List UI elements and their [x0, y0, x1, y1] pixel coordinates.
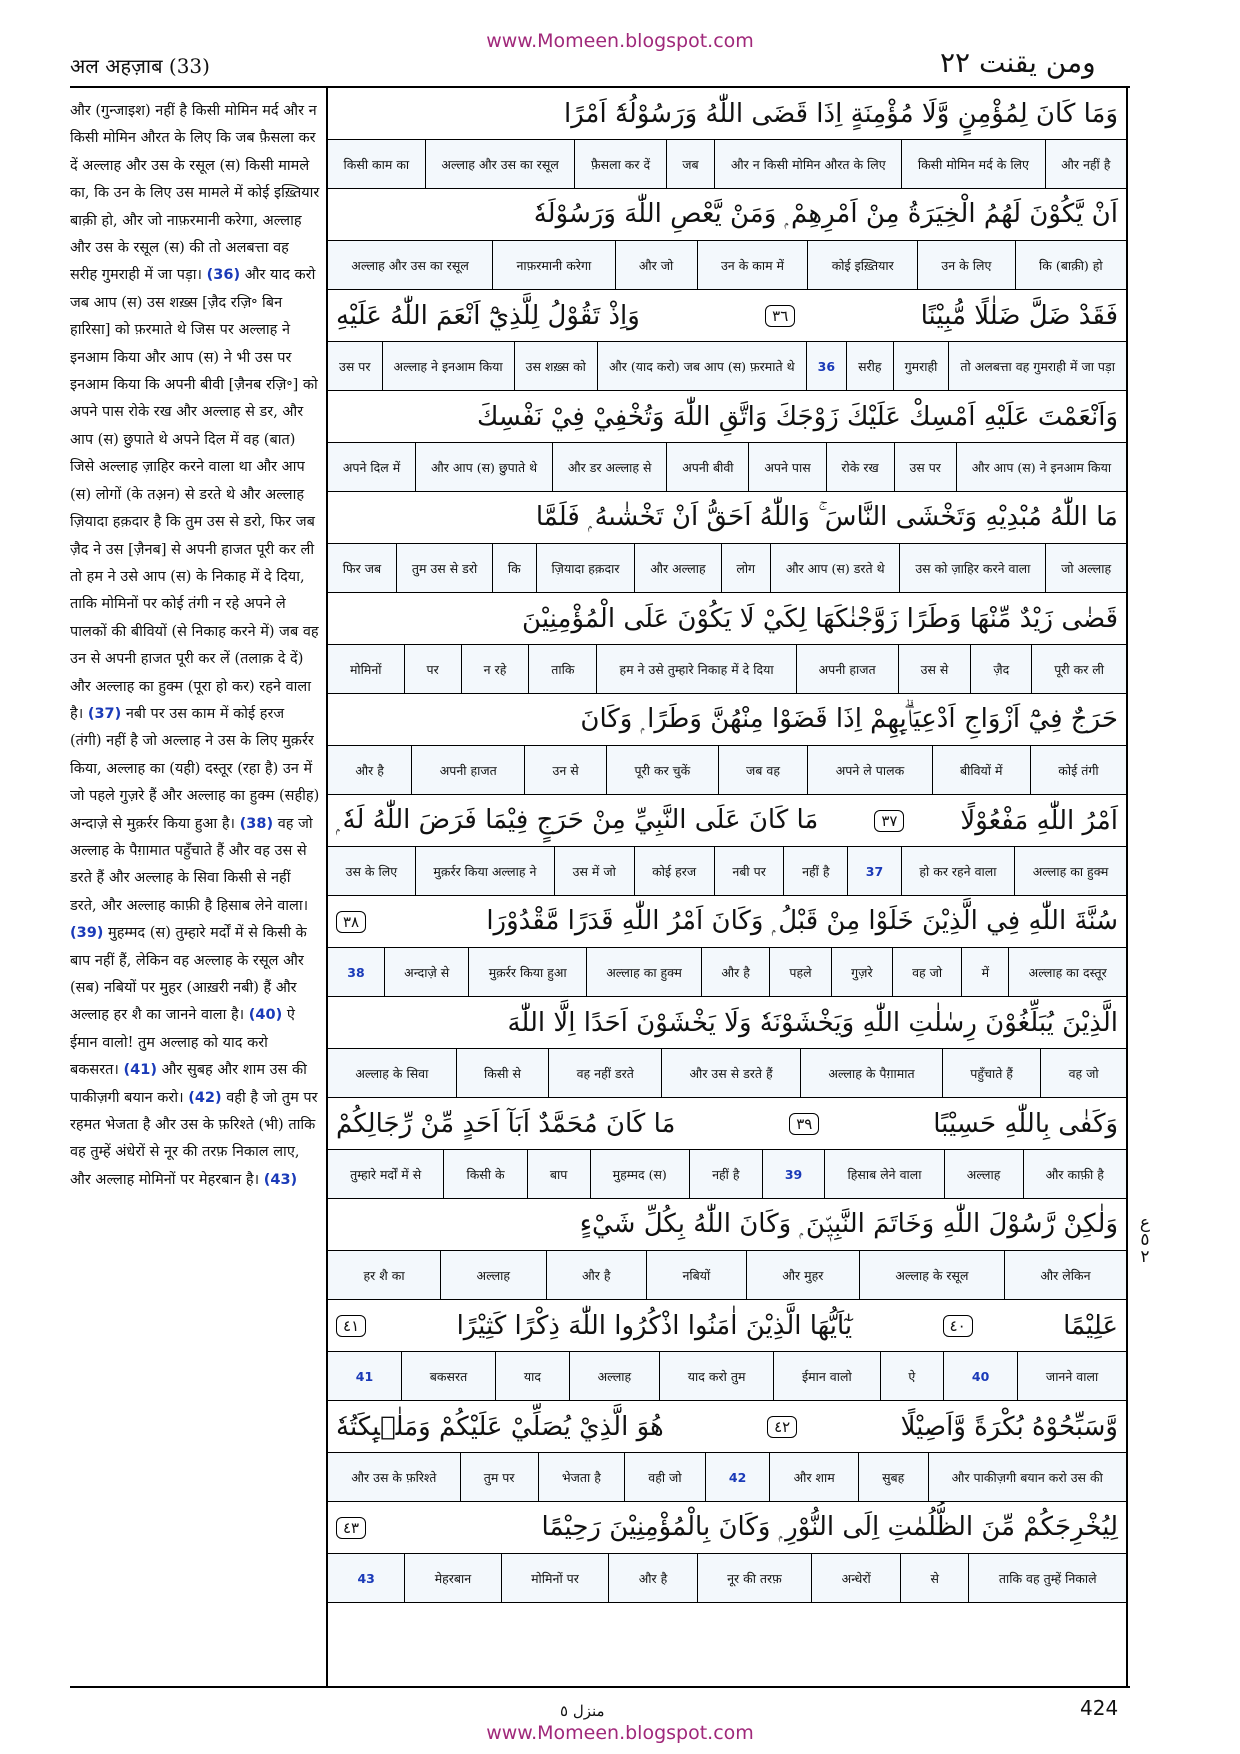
verse-row	[328, 1502, 1126, 1603]
word-meaning-cell: तुम उस से डरो	[396, 544, 492, 592]
arabic-text-continued: هُوَ الَّذِيْ يُصَلِّيْ عَلَيْكُمْ وَمَلٰۗىِٕكَتُهٗ	[336, 1411, 664, 1442]
word-meaning-cell: वह जो	[892, 948, 962, 996]
translation-text: मुहम्मद (स) तुम्हारे मर्दों में से किसी के बाप नहीं हैं, लेकिन वह अल्लाह के रसूल और (सब) नबियों पर मुहर (आख़री नबी) हैं और अल्लाह हर शै का जानने वाला है।	[70, 925, 307, 1024]
word-meaning-cell: जब वह	[718, 746, 808, 794]
word-meaning-cell: नहीं है	[783, 847, 847, 895]
bottom-rule	[70, 1686, 1130, 1688]
verse-row	[328, 1199, 1126, 1300]
word-meaning-cell: अल्लाह	[440, 1251, 546, 1299]
word-meaning-cell: हर शै का	[363, 1267, 405, 1283]
translation-paragraph	[70, 267, 319, 722]
word-meaning-cell: अपने दिल में	[342, 459, 401, 475]
ayah-marker: ٤١	[336, 1315, 366, 1337]
arabic-text-continued: يٰٓاَيُّهَا الَّذِيْنَ اٰمَنُوا اذْكُرُوا اللّٰهَ ذِكْرًا كَثِيْرًا	[456, 1310, 853, 1341]
verse-number-cell: 37	[847, 847, 901, 895]
arabic-text-continued: مَا كَانَ مُحَمَّدٌ اَبَآ اَحَدٍ مِّنْ رِّجَالِكُمْ	[336, 1108, 676, 1139]
word-meaning-cell: रोके रख	[826, 443, 894, 491]
word-meaning-cell: पहुँचाते हैं	[942, 1049, 1040, 1097]
word-meaning-cell: मुक़र्रर किया हुआ	[468, 948, 586, 996]
word-meaning-cell: कि (बाक़ी) हो	[1015, 241, 1126, 289]
arabic-line	[328, 997, 1126, 1048]
arabic-text: مَا اللّٰهُ مُبْدِيْهِ وَتَخْشَى النَّاسَ ۚ وَاللّٰهُ اَحَقُّ اَنْ تَخْشٰىهُ ۭ فَلَمَّا	[535, 502, 1118, 533]
verse-number-cell: 42	[705, 1453, 770, 1501]
translation-cells	[328, 1250, 1126, 1299]
ayah-marker: ٤٢	[767, 1416, 797, 1438]
verse-row	[328, 593, 1126, 694]
word-meaning-cell: और आप (स) डरते थे	[770, 544, 900, 592]
word-meaning-cell: अल्लाह	[569, 1352, 659, 1400]
word-meaning-cell: उस पर	[338, 358, 371, 374]
translation-cells	[328, 543, 1126, 592]
verse-row	[328, 189, 1126, 290]
word-meaning-cell: फिर जब	[342, 560, 382, 576]
translation-text: ऐ ईमान वालो! तुम अल्लाह को याद करो बकसरत।	[70, 1007, 295, 1079]
verse-row	[328, 997, 1126, 1098]
arabic-text: فَقَدْ ضَلَّ ضَلٰلًا مُّبِيْنًا	[920, 300, 1118, 331]
word-meaning-cell: उस शख़्स को	[514, 342, 597, 390]
word-meaning-cell: वह नहीं डरते	[548, 1049, 661, 1097]
word-meaning-cell: बाप	[527, 1150, 590, 1198]
word-meaning-cell: अपनी हाजत	[796, 645, 898, 693]
arabic-text: الَّذِيْنَ يُبَلِّغُوْنَ رِسٰلٰتِ اللّٰهِ وَيَخْشَوْنَهٗ وَلَا يَخْشَوْنَ اَحَدًا اِلَّا اللّٰهَ	[507, 1007, 1118, 1038]
verse-number: (36)	[206, 267, 241, 284]
translation-paragraph	[70, 706, 319, 832]
word-meaning-cell: उन के लिए	[917, 241, 1015, 289]
arabic-text-continued: مَا كَانَ عَلَى النَّبِيِّ مِنْ حَرَجٍ فِيْمَا فَرَضَ اللّٰهُ لَهٗ ۭ	[336, 805, 819, 836]
arabic-line	[328, 1401, 1126, 1452]
site-url-bottom[interactable]: www.Momeen.blogspot.com	[486, 1722, 754, 1744]
translation-paragraph	[70, 103, 319, 283]
word-meaning-cell: ज़ैद	[970, 645, 1031, 693]
arabic-line	[328, 896, 1126, 947]
ruku-ain: ع	[1139, 1213, 1151, 1233]
word-meaning-cell: किसी के	[443, 1150, 526, 1198]
arabic-line	[328, 1098, 1126, 1149]
word-meaning-cell: और जो	[615, 241, 697, 289]
arabic-line	[328, 593, 1126, 644]
word-meaning-cell: से	[900, 1554, 968, 1602]
ayah-marker: ٤٣	[336, 1517, 366, 1539]
word-meaning-cell: और काफ़ी है	[1023, 1150, 1127, 1198]
word-meaning-cell: अल्लाह और उस का रसूल	[351, 257, 469, 273]
verse-number-cell: 36	[806, 342, 846, 390]
word-meaning-cell: और अल्लाह	[634, 544, 720, 592]
verse-number: (42)	[188, 1089, 222, 1106]
translation-cells	[328, 644, 1126, 693]
word-meaning-cell: नाफ़रमानी करेगा	[492, 241, 614, 289]
translation-cells	[328, 442, 1126, 491]
word-meaning-cell: और है	[546, 1251, 646, 1299]
word-meaning-cell: अपनी बीवी	[666, 443, 748, 491]
juz-label: ومن يقنت ٢٢	[940, 46, 1096, 79]
word-meaning-cell: अल्लाह के रसूल	[859, 1251, 1004, 1299]
translation-cells	[328, 240, 1126, 289]
word-meaning-cell: हम ने उसे तुम्हारे निकाह में दे दिया	[596, 645, 795, 693]
arabic-line	[328, 694, 1126, 745]
translation-text: नबी पर उस काम में कोई हरज (तंगी) नहीं है जो अल्लाह ने उस के लिए मुक़र्रर किया, अल्लाह का (यही) दस्तूर (रहा है) उन में जो पहले गुज़रे हैं और अल्लाह का हुक्म (सहीह) अन्दाज़े से मुक़र्रर किया हुआ है।	[70, 705, 320, 832]
right-border	[1126, 88, 1128, 1686]
word-meaning-cell: नबी पर	[714, 847, 784, 895]
translation-text: और सुबह और शाम उस की पाकीज़गी बयान करो।	[70, 1062, 307, 1106]
arabic-text: وَاَنْعَمْتَ عَلَيْهِ اَمْسِكْ عَلَيْكَ زَوْجَكَ وَاتَّقِ اللّٰهَ وَتُخْفِيْ فِيْ نَفْسِكَ	[476, 401, 1118, 432]
page-number: 424	[1080, 1696, 1119, 1720]
arabic-text-continued: وَاِذْ تَقُوْلُ لِلَّذِيْٓ اَنْعَمَ اللّٰهُ عَلَيْهِ	[336, 300, 640, 331]
word-meaning-cell: पूरी कर ली	[1031, 645, 1126, 693]
translation-cells	[328, 341, 1126, 390]
verse-number-cell: 43	[357, 1570, 375, 1586]
arabic-line	[328, 189, 1126, 240]
ayah-marker: ٤٠	[943, 1315, 973, 1337]
verse-row	[328, 1300, 1126, 1401]
verse-number-cell: 40	[943, 1352, 1017, 1400]
translation-cells	[328, 947, 1126, 996]
word-meaning-cell: नूर की तरफ़	[697, 1554, 812, 1602]
arabic-text: وَمَا كَانَ لِمُؤْمِنٍ وَّلَا مُؤْمِنَةٍ اِذَا قَضَى اللّٰهُ وَرَسُوْلُهٗٓ اَمْرًا	[563, 98, 1118, 129]
word-meaning-cell: उस को ज़ाहिर करने वाला	[899, 544, 1045, 592]
word-meaning-cell: नहीं है	[689, 1150, 762, 1198]
word-meaning-cell: तुम्हारे मर्दों में से	[350, 1166, 422, 1182]
word-meaning-cell: और (याद करो) जब आप (स) फ़रमाते थे	[597, 342, 806, 390]
translation-paragraph	[70, 816, 313, 942]
word-meaning-cell: सुबह	[858, 1453, 928, 1501]
arabic-text: وَلٰكِنْ رَّسُوْلَ اللّٰهِ وَخَاتَمَ النَّبِيّٖنَ ۭ وَكَانَ اللّٰهُ بِكُلِّ شَيْءٍ	[579, 1209, 1118, 1240]
arabic-text: وَكَفٰى بِاللّٰهِ حَسِيْبًا	[933, 1108, 1118, 1139]
word-meaning-cell: ताकि वह तुम्हें निकाले	[968, 1554, 1126, 1602]
word-meaning-cell: कोई इख़्तियार	[807, 241, 917, 289]
translation-cells	[328, 1553, 1126, 1602]
word-meaning-cell: अन्दाज़े से	[384, 948, 469, 996]
translation-cells	[328, 745, 1126, 794]
verse-number-cell: 38	[347, 964, 365, 980]
word-meaning-cell: अल्लाह ने इनआम किया	[382, 342, 514, 390]
translation-cells	[328, 1149, 1126, 1198]
word-meaning-cell: लोग	[721, 544, 770, 592]
word-meaning-cell: याद	[495, 1352, 569, 1400]
ruku-number: ٥	[1140, 1230, 1150, 1250]
word-meaning-cell: जब	[666, 140, 715, 188]
arabic-line	[328, 1300, 1126, 1351]
word-meaning-cell: मुहम्मद (स)	[590, 1150, 689, 1198]
word-meaning-cell: अपने पास	[748, 443, 825, 491]
word-meaning-cell: और उस के फ़रिश्ते	[351, 1469, 437, 1485]
translation-text: और (गुन्जाइश) नहीं है किसी मोमिन मर्द और न किसी मोमिन औरत के लिए कि जब फ़ैसला कर दें अल्लाह और उस के रसूल (स) किसी मामले का, कि उन के लिए उस मामले में कोई इख़्तियार बाक़ी हो, और जो नाफ़रमानी करेगा, अल्लाह और उस के रसूल (स) की तो अलबत्ता वह सरीह गुमराही में जा पड़ा।	[70, 103, 320, 284]
arabic-text: سُنَّةَ اللّٰهِ فِي الَّذِيْنَ خَلَوْا مِنْ قَبْلُ ۭ وَكَانَ اَمْرُ اللّٰهِ قَدَرًا مَّقْدُوْرَا	[486, 906, 1118, 937]
surah-label: अल अहज़ाब (33)	[70, 54, 210, 78]
word-meaning-cell: हिसाब लेने वाला	[824, 1150, 943, 1198]
arabic-text: عَلِيْمًا	[1063, 1310, 1118, 1341]
arabic-line	[328, 1502, 1126, 1553]
word-meaning-cell: अल्लाह	[944, 1150, 1023, 1198]
word-meaning-cell: और न किसी मोमिन औरत के लिए	[714, 140, 901, 188]
arabic-text: اَنْ يَّكُوْنَ لَهُمُ الْخِيَرَةُ مِنْ اَمْرِهِمْ ۭ وَمَنْ يَّعْصِ اللّٰهَ وَرَسُوْلَهٗ	[533, 199, 1118, 230]
arabic-line	[328, 492, 1126, 543]
ayah-marker: ٣٨	[336, 911, 366, 933]
word-meaning-cell: याद करो तुम	[659, 1352, 773, 1400]
word-meaning-cell: भेजता है	[538, 1453, 624, 1501]
word-meaning-cell: और पाकीज़गी बयान करो उस की	[928, 1453, 1127, 1501]
word-meaning-cell: मोमिनों	[349, 661, 382, 677]
word-meaning-cell: और मुहर	[746, 1251, 859, 1299]
translation-text: और याद करो जब आप (स) उस शख़्स [ज़ैद रज़ि॰ बिन हारिसा] को फ़रमाते थे जिस पर अल्लाह ने इनआम किया और आप (स) ने भी उस पर इनआम किया कि अपनी बीवी [ज़ैनब रज़ि॰] को अपने पास रोके रख और अल्लाह से डर, और आप (स) छुपाते थे अपने दिल में वह (बात) जिसे अल्लाह ज़ाहिर करने वाला था और आप (स) लोगों (के तअ़न) से डरते थे और अल्लाह ज़ियादा हक़दार है कि तुम उस से डरो, फिर जब ज़ैद ने उस [ज़ैनब] से अपनी हाजत पूरी कर ली तो हम ने उसे आप (स) के निकाह में दे दिया, ताकि मोमिनों पर कोई तंगी न रहे अपने ले पालकों की बीवियों (से निकाह करने में) जब वह उन से अपनी हाजत पूरी कर लें (तलाक़ दे दें) और अल्लाह का हुक्म (पूरा हो कर) रहने वाला है।	[70, 267, 319, 722]
word-meaning-cell: और शाम	[769, 1453, 857, 1501]
verse-row	[328, 896, 1126, 997]
ruku-sub-number: ٢	[1140, 1247, 1150, 1267]
translation-cells	[328, 1452, 1126, 1501]
word-meaning-cell: और आप (स) ने इनआम किया	[956, 443, 1126, 491]
translation-column	[70, 98, 320, 1678]
arabic-line	[328, 88, 1126, 139]
word-meaning-cell: कोई तंगी	[1030, 746, 1126, 794]
word-meaning-cell: गुमराही	[893, 342, 949, 390]
word-meaning-cell: मेहरबान	[404, 1554, 500, 1602]
word-meaning-cell: तो अलबत्ता वह गुमराही में जा पड़ा	[948, 342, 1126, 390]
word-meaning-cell: और लेकिन	[1004, 1251, 1126, 1299]
word-meaning-cell: जो अल्लाह	[1045, 544, 1126, 592]
word-meaning-cell: और उस से डरते हैं	[661, 1049, 800, 1097]
word-meaning-cell: न रहे	[461, 645, 529, 693]
word-meaning-cell: उन के काम में	[697, 241, 808, 289]
arabic-text: وَّسَبِّحُوْهُ بُكْرَةً وَّاَصِيْلًا	[900, 1411, 1118, 1442]
word-meaning-cell: पहले	[769, 948, 831, 996]
word-meaning-cell: अल्लाह के पैग़ामात	[800, 1049, 942, 1097]
word-meaning-cell: बकसरत	[401, 1352, 495, 1400]
word-meaning-cell: गुज़रे	[831, 948, 892, 996]
verse-row	[328, 492, 1126, 593]
arabic-line	[328, 290, 1126, 341]
translation-cells	[328, 139, 1126, 188]
word-meaning-cell: किसी से	[456, 1049, 549, 1097]
verse-number: (38)	[239, 815, 274, 832]
arabic-line	[328, 391, 1126, 442]
translation-text: वह जो अल्लाह के पैग़ामात पहुँचाते हैं और वह उस से डरते हैं और अल्लाह के सिवा किसी से नहीं डरते, और अल्लाह काफ़ी है हिसाब लेने वाला।	[70, 815, 313, 914]
word-meaning-cell: और है	[608, 1554, 696, 1602]
word-meaning-cell: जानने वाला	[1017, 1352, 1126, 1400]
arabic-text: اَمْرُ اللّٰهِ مَفْعُوْلًا	[960, 805, 1118, 836]
word-meaning-cell: उस में जो	[554, 847, 633, 895]
verse-number-cell: 39	[762, 1150, 825, 1198]
word-meaning-cell: और नहीं है	[1045, 140, 1126, 188]
word-meaning-cell: सरीह	[846, 342, 893, 390]
translation-cells	[328, 1351, 1126, 1400]
word-meaning-cell: किसी काम का	[343, 156, 410, 172]
arabic-line	[328, 1199, 1126, 1250]
word-meaning-cell: पूरी कर चुकें	[606, 746, 717, 794]
verse-row	[328, 694, 1126, 795]
word-meaning-cell: में	[961, 948, 1008, 996]
word-meaning-cell: अपनी हाजत	[411, 746, 524, 794]
translation-text: वही है जो तुम पर रहमत भेजता है और उस के फ़रिश्ते (भी) ताकि वह तुम्हें अंधेरों से नूर की तरफ़ निकाल लाए, और अल्लाह मोमिनों पर मेहरबान है।	[70, 1089, 318, 1188]
word-meaning-cell: उस पर	[894, 443, 956, 491]
word-meaning-cell: अपने ले पालक	[807, 746, 931, 794]
site-url-top[interactable]: www.Momeen.blogspot.com	[486, 30, 754, 52]
verse-row	[328, 290, 1126, 391]
word-meaning-cell: अल्लाह के सिवा	[355, 1065, 429, 1081]
word-meaning-cell: और डर अल्लाह से	[552, 443, 666, 491]
word-meaning-cell: बीवियों में	[932, 746, 1030, 794]
word-meaning-cell: ज़ियादा हक़दार	[536, 544, 635, 592]
verse-number: (41)	[123, 1062, 157, 1079]
word-meaning-cell: अन्धेरों	[811, 1554, 900, 1602]
verse-number: (40)	[248, 1007, 283, 1024]
verse-row	[328, 1098, 1126, 1199]
word-meaning-cell: वही जो	[624, 1453, 705, 1501]
verse-number: (43)	[263, 1171, 298, 1188]
verse-row	[328, 1401, 1126, 1502]
verse-number-cell: 41	[355, 1368, 374, 1384]
word-meaning-cell: अल्लाह का हुक्म	[586, 948, 701, 996]
word-meaning-cell: अल्लाह का हुक्म	[1014, 847, 1126, 895]
word-meaning-cell: वह जो	[1040, 1049, 1126, 1097]
verse-row	[328, 795, 1126, 896]
word-meaning-cell: फ़ैसला कर दें	[574, 140, 665, 188]
word-meaning-cell: उस के लिए	[345, 863, 398, 879]
word-meaning-cell: अल्लाह और उस का रसूल	[425, 140, 575, 188]
arabic-text: حَرَجٌ فِيْٓ اَزْوَاجِ اَدْعِيَاۗىِٕهِمْ اِذَا قَضَوْا مِنْهُنَّ وَطَرًا ۭ وَكَانَ	[580, 704, 1118, 735]
word-by-word-grid	[328, 88, 1126, 1603]
arabic-text: قَضٰى زَيْدٌ مِّنْهَا وَطَرًا زَوَّجْنٰكَهَا لِكَيْ لَا يَكُوْنَ عَلَى الْمُؤْمِنِيْنَ	[522, 603, 1118, 634]
word-meaning-cell: ईमान वालो	[773, 1352, 879, 1400]
word-meaning-cell: और आप (स) छुपाते थे	[415, 443, 552, 491]
arabic-line	[328, 795, 1126, 846]
word-meaning-cell: उन से	[524, 746, 606, 794]
word-meaning-cell: अल्लाह का दस्तूर	[1008, 948, 1126, 996]
translation-cells	[328, 1048, 1126, 1097]
word-meaning-cell: पर	[404, 645, 461, 693]
manzil-label: منزل ٥	[560, 1702, 605, 1720]
word-meaning-cell: कोई हरज	[634, 847, 714, 895]
word-meaning-cell: नबियों	[646, 1251, 746, 1299]
word-meaning-cell: कि	[492, 544, 536, 592]
verse-number: (37)	[87, 705, 122, 722]
verse-number: (39)	[70, 925, 104, 942]
ayah-marker: ٣٦	[765, 305, 795, 327]
word-meaning-cell: मोमिनों पर	[501, 1554, 609, 1602]
word-meaning-cell: उस से	[898, 645, 971, 693]
verse-row	[328, 391, 1126, 492]
word-meaning-cell: ताकि	[528, 645, 596, 693]
word-meaning-cell: मुक़र्रर किया अल्लाह ने	[415, 847, 554, 895]
word-meaning-cell: और है	[701, 948, 769, 996]
word-meaning-cell: और है	[355, 762, 384, 778]
ayah-marker: ٣٩	[789, 1113, 819, 1135]
verse-row	[328, 88, 1126, 189]
ruku-mark	[1135, 1215, 1155, 1266]
word-meaning-cell: हो कर रहने वाला	[901, 847, 1014, 895]
word-meaning-cell: ऐ	[880, 1352, 944, 1400]
word-meaning-cell: तुम पर	[460, 1453, 538, 1501]
ayah-marker: ٣٧	[874, 810, 904, 832]
word-meaning-cell: किसी मोमिन मर्द के लिए	[901, 140, 1044, 188]
translation-cells	[328, 846, 1126, 895]
arabic-text: لِيُخْرِجَكُمْ مِّنَ الظُّلُمٰتِ اِلَى النُّوْرِ ۭ وَكَانَ بِالْمُؤْمِنِيْنَ رَحِيْمًا	[541, 1512, 1118, 1543]
